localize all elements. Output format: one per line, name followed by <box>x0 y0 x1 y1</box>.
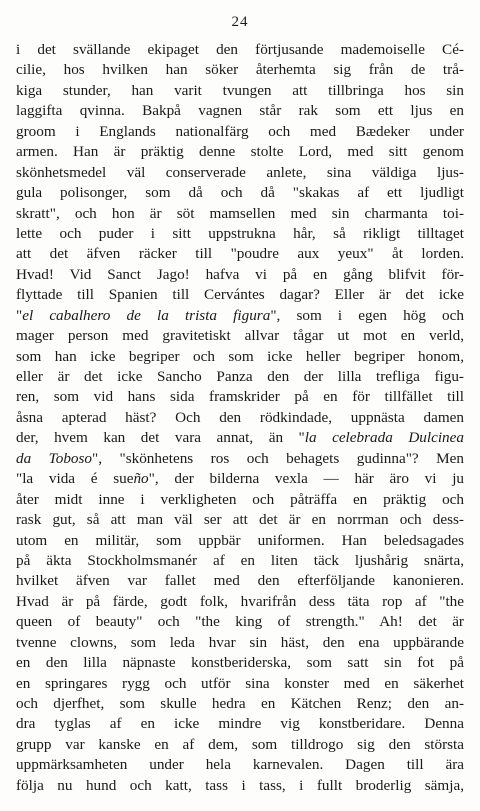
text-line <box>16 40 464 60</box>
text-line <box>16 449 464 469</box>
body-text <box>16 40 464 796</box>
text-segment: dra tyglas af en icke mindre vig konstberidare. Denna <box>16 715 464 733</box>
text-segment: utom en militär, som uppbär uniformen. Han beledsagades <box>16 531 464 549</box>
text-line <box>16 674 464 694</box>
text-segment: der, hvem kan det vara annat, än " <box>16 429 305 447</box>
text-line <box>16 469 464 489</box>
italic-text: ño <box>133 470 149 488</box>
italic-text: el cabalhero de la trista figura <box>22 306 271 324</box>
text-line <box>16 776 464 796</box>
text-line <box>16 714 464 734</box>
text-line <box>16 612 464 632</box>
text-segment: flyttade till Spanien till Cervántes dagar? Eller är det icke <box>16 286 464 304</box>
text-segment: på äkta Stockholmsmanér af en liten täck ljushårig snärta, <box>16 551 464 569</box>
text-line <box>16 265 464 285</box>
text-segment: uppmärksamheten under hela karnevalen. Dagen till ära <box>16 756 464 774</box>
text-line <box>16 428 464 448</box>
text-line <box>16 592 464 612</box>
text-line <box>16 755 464 775</box>
text-segment: som han icke begriper och som icke heller begriper honom, <box>16 347 464 365</box>
text-segment: och djerfhet, som skulle hedra en Kätchen Renz; den an- <box>16 695 464 712</box>
text-segment: åter midt inne i verkligheten och påträffa en präktig och <box>16 490 464 508</box>
text-segment: laggifta qvinna. Bakpå vagnen står rak som ett ljus en <box>16 102 464 120</box>
text-line <box>16 571 464 591</box>
text-segment: Hvad är på färde, godt folk, hvarifrån dess täta rop af "the <box>16 592 464 610</box>
text-segment: följa nu hund och katt, tass i tass, i fullt broderlig sämja, <box>16 776 464 794</box>
text-segment: cilie, hos hvilken han söker återhemta sig från de trå- <box>16 61 464 79</box>
page-number: 24 <box>231 14 249 30</box>
text-segment: att det äfven räcker till "poudre aux yeux" åt lorden. <box>16 245 464 263</box>
text-line <box>16 633 464 653</box>
text-segment: en den lilla näpnaste konstberiderska, som satt sin fot på <box>16 654 464 672</box>
text-segment: mager person med gravitetiskt allvar tågar ut mot en verld, <box>16 327 464 345</box>
text-line <box>16 204 464 224</box>
text-segment: rask gut, så att man väl ser att det är en norrman och dess- <box>16 511 464 529</box>
text-line <box>16 244 464 264</box>
text-segment: Hvad! Vid Sanct Jago! hafva vi på en gång blifvit för- <box>16 265 464 283</box>
text-segment: skönhetsmedel väl conserverade anlete, sina väldiga ljus- <box>16 163 464 181</box>
text-line <box>16 490 464 510</box>
text-segment: groom i Englands nationalfärg och med Bædeker under <box>16 122 464 140</box>
text-line <box>16 163 464 183</box>
text-line <box>16 224 464 244</box>
text-segment: en springares rygg och utför sina konster med en säkerhet <box>16 674 464 692</box>
text-line <box>16 653 464 673</box>
text-segment: lette och puder i sitt uppstrukna hår, så rikligt tilltaget <box>16 224 464 242</box>
text-segment: hvilket äfven var fallet med den efterföljande kanonieren. <box>16 572 464 590</box>
text-line <box>16 101 464 121</box>
text-line <box>16 387 464 407</box>
text-line <box>16 183 464 203</box>
text-segment: ", "skönhetens ros och behagets gudinna"? Men <box>92 449 464 467</box>
text-line <box>16 60 464 80</box>
text-line <box>16 510 464 530</box>
text-line <box>16 735 464 755</box>
text-segment: i det svällande ekipaget den förtjusande mademoiselle Cé- <box>16 41 464 58</box>
text-line <box>16 81 464 101</box>
italic-text: la celebrada Dulcinea <box>304 429 464 447</box>
text-line <box>16 531 464 551</box>
text-line <box>16 347 464 367</box>
text-line <box>16 367 464 387</box>
text-segment: " <box>16 306 23 324</box>
text-line <box>16 306 464 326</box>
text-segment: kiga stunder, han varit tvungen att tillbringa hos sin <box>16 81 464 99</box>
text-segment: eller är det icke Sancho Panza den der lilla trefliga figu- <box>16 368 464 385</box>
text-line <box>16 694 464 714</box>
text-segment: tvenne clowns, som leda hvar sin häst, den ena uppbärande <box>16 633 464 651</box>
text-line <box>16 142 464 162</box>
text-segment: ren, som vid hans sida framskrider på en för tillfället till <box>16 388 464 406</box>
text-line <box>16 326 464 346</box>
text-segment: queen of beauty" och "the king of strength." Ah! det är <box>16 613 464 631</box>
text-segment: ", som i egen hög och <box>270 306 464 324</box>
text-segment: armen. Han är präktig denne stolte Lord, med sitt genom <box>16 143 464 161</box>
italic-text: da Toboso <box>16 449 93 467</box>
text-line <box>16 285 464 305</box>
text-line <box>16 551 464 571</box>
text-segment: åsna apterad häst? Och den rödkindade, uppnästa damen <box>16 408 464 426</box>
text-segment: "la vida é sue <box>16 470 134 488</box>
text-segment: grupp var kanske en af dem, som tilldrogo sig den största <box>16 735 464 753</box>
text-line <box>16 408 464 428</box>
text-segment: skratt", och hon är söt mamsellen med sin charmanta toi- <box>16 204 464 222</box>
text-line <box>16 122 464 142</box>
text-segment: ", der bilderna vexla — här äro vi ju <box>148 470 464 488</box>
text-segment: gula polisonger, som då och då "skakas af ett ljudligt <box>16 184 464 202</box>
